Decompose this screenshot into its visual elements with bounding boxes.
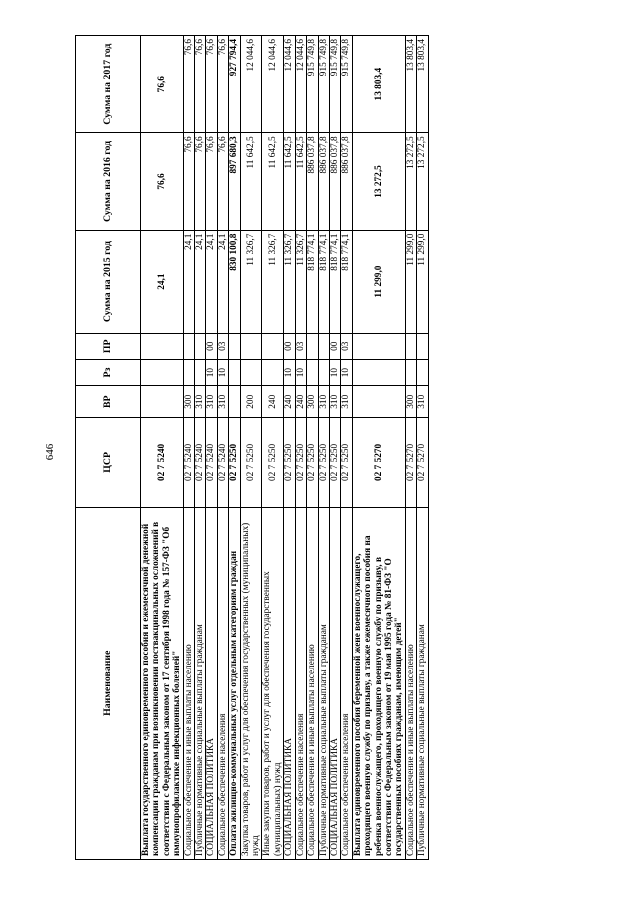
row-name: Иные закупки товаров, работ и услуг для обеспечения государственных (муниципальных) нужд	[262, 507, 284, 859]
rotated-table-wrapper	[75, 35, 560, 860]
row-vr: 310	[417, 386, 428, 418]
row-csr: 02 7 5270	[352, 418, 405, 507]
row-name: Социальное обеспечение населения	[295, 507, 306, 859]
table-row	[262, 36, 284, 860]
header-name: Наименование	[76, 507, 141, 859]
row-vr: 240	[284, 386, 295, 418]
row-sum-2015: 11 326,7	[295, 230, 306, 333]
row-rz	[318, 359, 329, 385]
table-row	[240, 36, 262, 860]
row-name: Выплата государственного единовременного пособия и ежемесячной денежной компенсации гражданам при возникновении поствакцинальных осложнений в соответствии с Федеральным законом от 17 сентября 1998 года № 157-ФЗ "Об иммунопрофилактике инфекционных болезней"	[141, 507, 184, 859]
row-name: СОЦИАЛЬНАЯ ПОЛИТИКА	[329, 507, 340, 859]
row-sum-2015: 11 299,0	[405, 230, 416, 333]
row-name: СОЦИАЛЬНАЯ ПОЛИТИКА	[206, 507, 217, 859]
table-row	[141, 36, 184, 860]
page-number: 646	[44, 443, 56, 461]
row-name: Социальное обеспечение и иные выплаты населению	[405, 507, 416, 859]
row-sum-2017: 915 749,8	[329, 36, 340, 133]
row-sum-2016: 897 680,3	[229, 133, 240, 230]
row-csr: 02 7 5240	[206, 418, 217, 507]
table-row	[307, 36, 318, 860]
row-sum-2015: 24,1	[183, 230, 194, 333]
row-rz	[352, 359, 405, 385]
row-sum-2016: 886 037,8	[329, 133, 340, 230]
row-pr	[183, 333, 194, 359]
row-csr: 02 7 5250	[284, 418, 295, 507]
row-pr	[229, 333, 240, 359]
row-sum-2017: 13 803,4	[405, 36, 416, 133]
row-sum-2015: 818 774,1	[318, 230, 329, 333]
row-name: СОЦИАЛЬНАЯ ПОЛИТИКА	[284, 507, 295, 859]
header-csr: ЦСР	[76, 418, 141, 507]
row-pr	[417, 333, 428, 359]
row-sum-2016: 13 272,5	[352, 133, 405, 230]
row-rz	[141, 359, 184, 385]
row-pr: 00	[206, 333, 217, 359]
table-row	[295, 36, 306, 860]
row-csr: 02 7 5240	[195, 418, 206, 507]
row-rz: 10	[217, 359, 228, 385]
table-row	[195, 36, 206, 860]
row-rz	[405, 359, 416, 385]
row-vr: 310	[341, 386, 352, 418]
row-sum-2015: 11 326,7	[262, 230, 284, 333]
row-vr: 310	[217, 386, 228, 418]
row-rz: 10	[206, 359, 217, 385]
row-rz	[240, 359, 262, 385]
row-name: Публичные нормативные социальные выплаты гражданам	[417, 507, 428, 859]
row-sum-2017: 76,6	[206, 36, 217, 133]
row-vr: 200	[240, 386, 262, 418]
row-sum-2015: 818 774,1	[307, 230, 318, 333]
row-name: Выплата единовременного пособия беременной жене военнослужащего, проходящего военную службу по призыву, а также ежемесячного пособия на ребенка военнослужащего, проходящего военную службу по призыву, в соответствии с Федеральным законом от 19 мая 1995 года № 81-ФЗ "О государственных пособиях гражданам, имеющим детей"	[352, 507, 405, 859]
table-row	[229, 36, 240, 860]
row-csr: 02 7 5240	[141, 418, 184, 507]
header-rz: Рз	[76, 359, 141, 385]
budget-table	[75, 35, 429, 860]
row-sum-2017: 13 803,4	[417, 36, 428, 133]
row-sum-2017: 12 044,6	[295, 36, 306, 133]
row-vr	[229, 386, 240, 418]
row-sum-2016: 11 642,5	[284, 133, 295, 230]
row-name: Публичные нормативные социальные выплаты гражданам	[318, 507, 329, 859]
row-sum-2016: 76,6	[183, 133, 194, 230]
row-rz	[195, 359, 206, 385]
table-row	[341, 36, 352, 860]
row-sum-2017: 12 044,6	[262, 36, 284, 133]
row-rz	[417, 359, 428, 385]
row-sum-2015: 24,1	[217, 230, 228, 333]
row-csr: 02 7 5250	[229, 418, 240, 507]
row-sum-2016: 11 642,5	[295, 133, 306, 230]
row-sum-2016: 886 037,8	[341, 133, 352, 230]
row-sum-2016: 76,6	[195, 133, 206, 230]
row-sum-2017: 76,6	[183, 36, 194, 133]
row-pr: 00	[329, 333, 340, 359]
row-sum-2016: 11 642,5	[240, 133, 262, 230]
row-sum-2015: 24,1	[206, 230, 217, 333]
row-sum-2016: 886 037,8	[307, 133, 318, 230]
row-vr: 310	[206, 386, 217, 418]
row-vr	[352, 386, 405, 418]
row-csr: 02 7 5250	[341, 418, 352, 507]
row-pr: 00	[284, 333, 295, 359]
table-row	[183, 36, 194, 860]
row-pr: 03	[341, 333, 352, 359]
row-name: Социальное обеспечение населения	[341, 507, 352, 859]
row-csr: 02 7 5270	[417, 418, 428, 507]
table-row	[206, 36, 217, 860]
row-sum-2017: 915 749,8	[307, 36, 318, 133]
row-name: Социальное обеспечение и иные выплаты населению	[307, 507, 318, 859]
table-row	[217, 36, 228, 860]
row-sum-2017: 12 044,6	[240, 36, 262, 133]
row-csr: 02 7 5270	[405, 418, 416, 507]
row-name: Закупка товаров, работ и услуг для обеспечения государственных (муниципальных) нужд	[240, 507, 262, 859]
row-vr: 310	[318, 386, 329, 418]
row-sum-2017: 12 044,6	[284, 36, 295, 133]
row-vr: 310	[329, 386, 340, 418]
row-csr: 02 7 5240	[183, 418, 194, 507]
row-sum-2017: 76,6	[217, 36, 228, 133]
row-sum-2015: 11 326,7	[284, 230, 295, 333]
row-sum-2015: 830 100,8	[229, 230, 240, 333]
row-vr	[141, 386, 184, 418]
row-sum-2015: 11 299,0	[352, 230, 405, 333]
row-sum-2017: 13 803,4	[352, 36, 405, 133]
header-vr: ВР	[76, 386, 141, 418]
row-sum-2015: 818 774,1	[329, 230, 340, 333]
row-vr: 240	[262, 386, 284, 418]
row-sum-2017: 76,6	[195, 36, 206, 133]
table-row	[318, 36, 329, 860]
row-sum-2015: 11 299,0	[417, 230, 428, 333]
table-row	[417, 36, 428, 860]
row-rz: 10	[329, 359, 340, 385]
row-pr	[240, 333, 262, 359]
row-sum-2015: 818 774,1	[341, 230, 352, 333]
table-row	[352, 36, 405, 860]
row-name: Социальное обеспечение населения	[217, 507, 228, 859]
row-pr	[195, 333, 206, 359]
row-csr: 02 7 5250	[307, 418, 318, 507]
row-sum-2015: 24,1	[141, 230, 184, 333]
row-csr: 02 7 5250	[329, 418, 340, 507]
row-sum-2016: 76,6	[141, 133, 184, 230]
row-name: Социальное обеспечение и иные выплаты населению	[183, 507, 194, 859]
header-pr: ПР	[76, 333, 141, 359]
row-sum-2016: 886 037,8	[318, 133, 329, 230]
row-sum-2016: 13 272,5	[417, 133, 428, 230]
row-sum-2017: 927 794,4	[229, 36, 240, 133]
row-pr	[405, 333, 416, 359]
row-sum-2015: 24,1	[195, 230, 206, 333]
header-sum-2017: Сумма на 2017 год	[76, 36, 141, 133]
row-vr: 300	[307, 386, 318, 418]
row-rz	[262, 359, 284, 385]
row-pr	[141, 333, 184, 359]
row-vr: 300	[183, 386, 194, 418]
row-sum-2016: 13 272,5	[405, 133, 416, 230]
table-header-row	[76, 36, 141, 860]
row-rz: 10	[341, 359, 352, 385]
row-name: Оплата жилищно-коммунальных услуг отдельным категориям граждан	[229, 507, 240, 859]
row-pr	[307, 333, 318, 359]
row-csr: 02 7 5250	[318, 418, 329, 507]
row-vr: 240	[295, 386, 306, 418]
row-vr: 300	[405, 386, 416, 418]
row-pr: 03	[295, 333, 306, 359]
row-rz	[307, 359, 318, 385]
table-row	[329, 36, 340, 860]
row-rz	[183, 359, 194, 385]
row-csr: 02 7 5240	[217, 418, 228, 507]
row-name: Публичные нормативные социальные выплаты гражданам	[195, 507, 206, 859]
row-vr: 310	[195, 386, 206, 418]
row-sum-2017: 915 749,8	[341, 36, 352, 133]
header-sum-2015: Сумма на 2015 год	[76, 230, 141, 333]
row-pr: 03	[217, 333, 228, 359]
row-csr: 02 7 5250	[295, 418, 306, 507]
header-sum-2016: Сумма на 2016 год	[76, 133, 141, 230]
row-rz: 10	[284, 359, 295, 385]
row-sum-2017: 915 749,8	[318, 36, 329, 133]
row-sum-2017: 76,6	[141, 36, 184, 133]
row-pr	[352, 333, 405, 359]
row-pr	[318, 333, 329, 359]
row-rz: 10	[295, 359, 306, 385]
table-row	[284, 36, 295, 860]
row-sum-2016: 11 642,5	[262, 133, 284, 230]
row-sum-2016: 76,6	[217, 133, 228, 230]
table-row	[405, 36, 416, 860]
row-sum-2015: 11 326,7	[240, 230, 262, 333]
row-rz	[229, 359, 240, 385]
row-sum-2016: 76,6	[206, 133, 217, 230]
row-csr: 02 7 5250	[262, 418, 284, 507]
row-csr: 02 7 5250	[240, 418, 262, 507]
row-pr	[262, 333, 284, 359]
